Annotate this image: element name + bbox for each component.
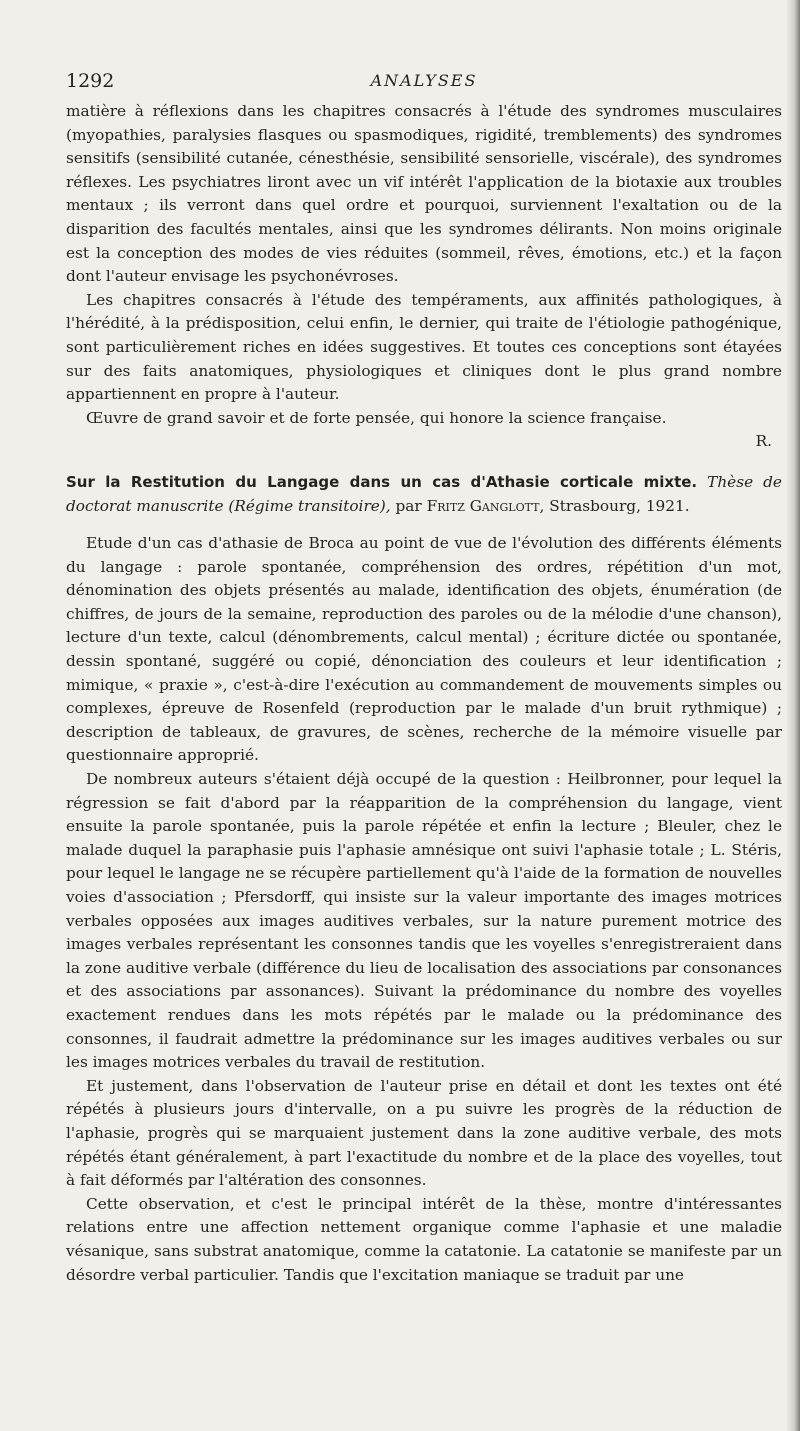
review-1-paragraph: Œuvre de grand savoir et de forte pensée, qui honore la science française. [86, 408, 667, 427]
binding-shadow [786, 0, 800, 1431]
document-page [66, 60, 782, 1287]
review-1-signature: R. [755, 432, 772, 451]
page-header [66, 60, 782, 100]
review-1-paragraph: matière à réflexions dans les chapitres consacrés à l'étude des syndromes musculaires (myopathies, paralysies flasques ou spasmodiques, rigidité, tremblements) des syndromes sensitifs (sensibilité cutanée, cénesthésie, sensibilité sensorielle, viscérale), des syndromes réflexes. Les psychiatres liront avec un vif intérêt l'application de la biotaxie aux troubles mentaux ; ils verront dans quel ordre et pourquoi, surviennent l'exaltation ou de la disparition des facultés mentales, ainsi que les syndromes délirants. Non moins originale est la conception des modes de vies réduites (sommeil, rêves, émotions, etc.) et la façon dont l'auteur envisage les psychonévroses. [66, 102, 782, 286]
review-2-paragraph: De nombreux auteurs s'étaient déjà occupé de la question : Heilbronner, pour lequel la régression se fait d'abord par la réapparition de la compréhension du langage, vient ensuite la parole spontanée, puis la parole répétée et enfin la lecture ; Bleuler, chez le malade duquel la paraphasie puis l'aphasie amnésique ont suivi l'aphasie totale ; L. Stéris, pour lequel le langage ne se récupère partiellement qu'à l'aide de la formation de nouvelles voies d'association ; Pfersdorff, qui insiste sur la valeur importante des images motrices verbales opposées aux images auditives verbales, sur la nature purement motrice des images verbales représentant les consonnes tandis que les voyelles s'enregistreraient dans la zone auditive verbale (différence du lieu de localisation des associations par consonances et des associations par assonances). Suivant la prédominance du nombre des voyelles exactement rendues dans les mots répétés par le malade ou la prédominance des consonnes, il faudrait admettre la prédominance sur les images auditives verbales ou sur les images motrices verbales du travail de restitution. [66, 770, 782, 1072]
review-2-heading [66, 471, 782, 518]
review-2-body [66, 532, 782, 1287]
review-1 [66, 100, 782, 454]
review-2-thesis-note: Thèse de doctorat manuscrite (Régime transitoire), [66, 472, 782, 515]
review-2-title: Sur la Restitution du Langage dans un cas d'Athasie corticale mixte. [66, 472, 698, 491]
review-2-paragraph: Cette observation, et c'est le principal intérêt de la thèse, montre d'intéressantes relations entre une affection nettement organique comme l'aphasie et une maladie vésanique, sans substrat anatomique, comme la catatonie. La catatonie se manifeste par un désordre verbal particulier. Tandis que l'excitation maniaque se traduit par une [66, 1194, 782, 1284]
review-2-paragraph: Etude d'un cas d'athasie de Broca au point de vue de l'évolution des différents éléments du langage : parole spontanée, compréhension des ordres, répétition d'un mot, dénomination des objets présentés au malade, identification des objets, énumération (de chiffres, de jours de la semaine, reproduction des paroles ou de la mélodie d'une chanson), lecture d'un texte, calcul (dénombrements, calcul mental) ; écriture dictée ou spontanée, dessin spontané, suggéré ou copié, dénonciation des couleurs et leur identification ; mimique, « praxie », c'est-à-dire l'exécution au commandement de mouvements simples ou complexes, épreuve de Rosenfeld (reproduction par le malade d'un bruit rythmique) ; description de tableaux, de gravures, de scènes, recherche de la mémoire visuelle par questionnaire approprié. [66, 534, 782, 765]
review-2-place-year: , Strasbourg, 1921. [539, 496, 690, 515]
running-head: ANALYSES [370, 71, 478, 90]
review-2-paragraph: Et justement, dans l'observation de l'auteur prise en détail et dont les textes ont été répétés à plusieurs jours d'intervalle, on a pu suivre les progrès de la réduction de l'aphasie, progrès qui se marquaient justement dans la zone auditive verbale, des mots répétés étant généralement, à part l'exactitude du nombre et de la place des voyelles, tout à fait déformés par l'altération des consonnes. [66, 1076, 782, 1190]
review-2-author: Fritz Ganglott [426, 496, 540, 515]
page-number: 1292 [66, 70, 115, 92]
review-2-by: par [395, 496, 422, 515]
review-1-paragraph: Les chapitres consacrés à l'étude des tempéraments, aux affinités pathologiques, à l'hérédité, à la prédisposition, celui enfin, le dernier, qui traite de l'étiologie pathogénique, sont particulièrement riches en idées suggestives. Et toutes ces conceptions sont étayées sur des faits anatomiques, physiologiques et cliniques dont le plus grand nombre appartiennent en propre à l'auteur. [66, 290, 782, 404]
